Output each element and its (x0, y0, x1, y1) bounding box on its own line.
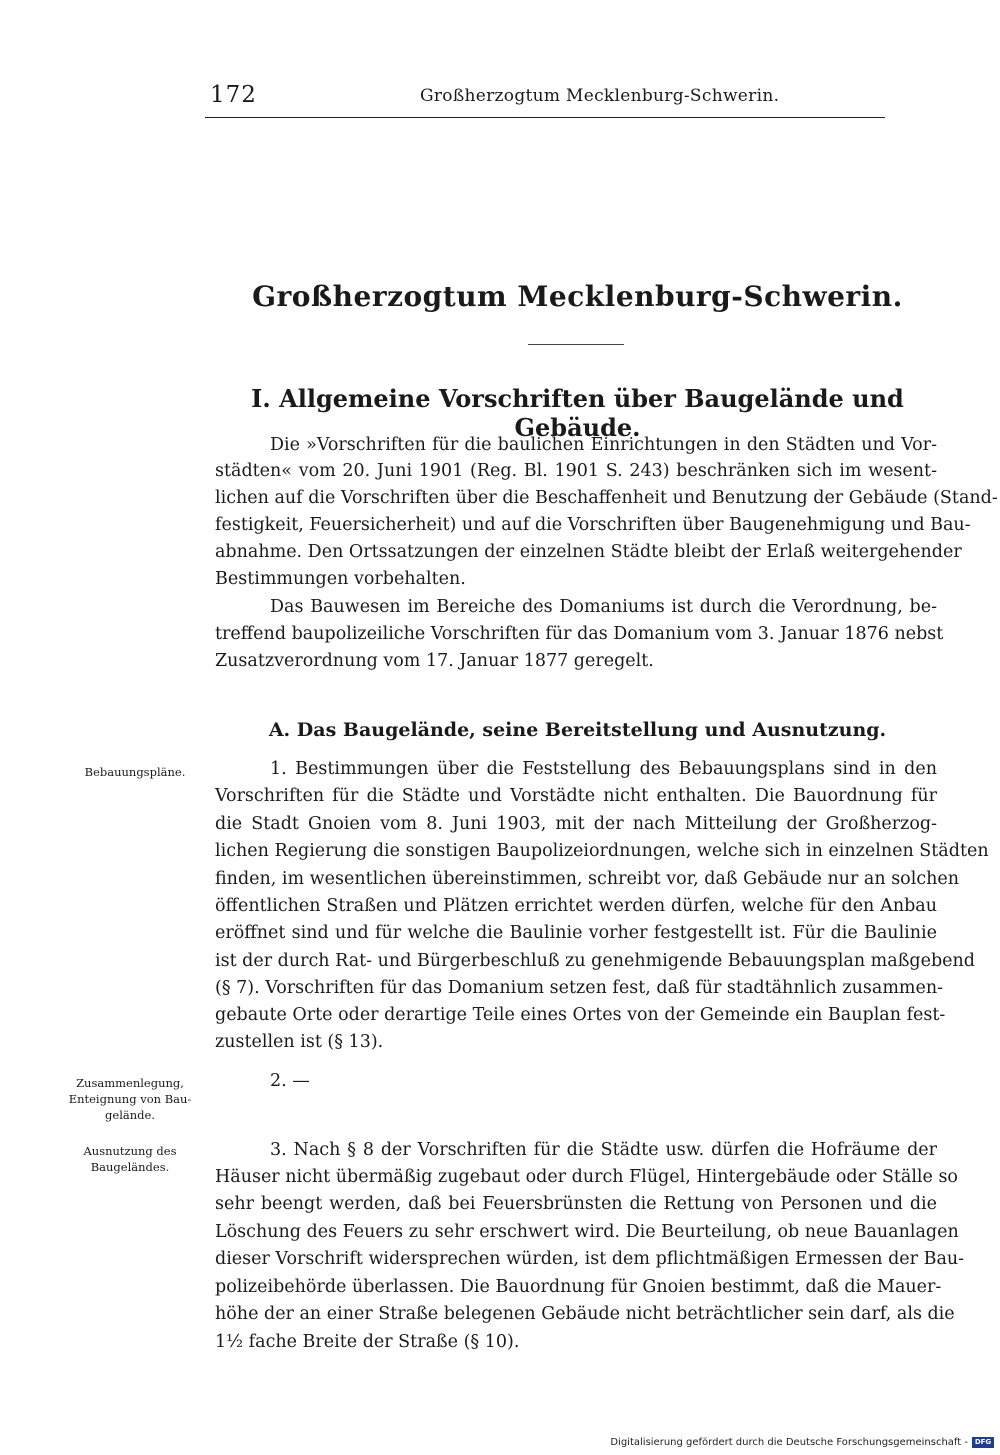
text-line: zustellen ist (§ 13). (215, 1032, 384, 1052)
text-line: ist der durch Rat- und Bürgerbeschluß zu genehmigende Bebauungsplan maßgebend (215, 951, 975, 971)
text-line: (§ 7). Vorschriften für das Domanium setzen fest, daß für stadtähnlich zusammen- (215, 978, 944, 998)
text-line: Häuser nicht übermäßig zugebaut oder durch Flügel, Hintergebäude oder Ställe so (215, 1167, 958, 1187)
text-line: die Stadt Gnoien vom 8. Juni 1903, mit der nach Mitteilung der Großherzog- (215, 814, 937, 834)
footer-text: Digitalisierung gefördert durch die Deutsche Forschungsgemeinschaft - (610, 1437, 968, 1448)
running-title: Großherzogtum Mecklenburg-Schwerin. (420, 86, 780, 106)
text-line: eröffnet sind und für welche die Baulinie vorher festgestellt ist. Für die Baulinie (215, 923, 937, 943)
margin-note-zusammenlegung: Zusammenlegung, Enteignung von Bau-gelände. (68, 1076, 192, 1122)
text-line: sehr beengt werden, daß bei Feuersbrünsten die Rettung von Personen und die (215, 1194, 937, 1214)
text-line: Das Bauwesen im Bereiche des Domaniums ist durch die Verordnung, be- (270, 597, 937, 617)
text-line: finden, im wesentlichen übereinstimmen, schreibt vor, daß Gebäude nur an solchen (215, 869, 960, 889)
text-line: höhe der an einer Straße belegenen Gebäude nicht beträchtlicher sein darf, als die (215, 1304, 955, 1324)
text-line: treffend baupolizeiliche Vorschriften für das Domanium vom 3. Januar 1876 nebst (215, 624, 944, 644)
text-line: festigkeit, Feuersicherheit) und auf die Vorschriften über Baugenehmigung und Bau- (215, 515, 971, 535)
paragraph-2: 2. — (270, 1071, 310, 1091)
text-line: Bestimmungen vorbehalten. (215, 569, 466, 589)
text-line: Vorschriften für die Städte und Vorstädte nicht enthalten. Die Bauordnung für (215, 786, 937, 806)
header-rule (205, 117, 885, 118)
dfg-logo: DFG (972, 1437, 994, 1448)
text-line: polizeibehörde überlassen. Die Bauordnung für Gnoien bestimmt, daß die Mauer- (215, 1277, 942, 1297)
text-line: lichen auf die Vorschriften über die Beschaffenheit und Benutzung der Gebäude (Stand- (215, 488, 998, 508)
main-title: Großherzogtum Mecklenburg-Schwerin. (252, 280, 903, 313)
text-line: abnahme. Den Ortssatzungen der einzelnen Städte bleibt der Erlaß weitergehender (215, 542, 962, 562)
text-line: Zusatzverordnung vom 17. Januar 1877 geregelt. (215, 651, 654, 671)
text-line: 3. Nach § 8 der Vorschriften für die Städte usw. dürfen die Hofräume der (270, 1140, 937, 1160)
margin-note-ausnutzung: Ausnutzung des Baugeländes. (83, 1144, 177, 1174)
text-line: öffentlichen Straßen und Plätzen errichtet werden dürfen, welche für den Anbau (215, 896, 937, 916)
text-line: lichen Regierung die sonstigen Baupolizeiordnungen, welche sich in einzelnen Städten (215, 841, 989, 861)
text-line: städten« vom 20. Juni 1901 (Reg. Bl. 1901 S. 243) beschränken sich im wesent- (215, 461, 937, 481)
text-line: gebaute Orte oder derartige Teile eines Ortes von der Gemeinde ein Bauplan fest- (215, 1005, 946, 1025)
section-title: I. Allgemeine Vorschriften über Baugelände und Gebäude. (251, 384, 904, 442)
text-line: 1. Bestimmungen über die Feststellung des Bebauungsplans sind in den (270, 759, 937, 779)
text-line: 1½ fache Breite der Straße (§ 10). (215, 1332, 520, 1352)
digitization-footer (610, 1437, 994, 1448)
margin-note-bebauungsplaene: Bebauungspläne. (84, 765, 186, 779)
text-line: Löschung des Feuers zu sehr erschwert wird. Die Beurteilung, ob neue Bauanlagen (215, 1222, 959, 1242)
text-line: dieser Vorschrift widersprechen würden, ist dem pflichtmäßigen Ermessen der Bau- (215, 1249, 965, 1269)
page-number: 172 (210, 82, 257, 108)
subsection-title: A. Das Baugelände, seine Bereitstellung und Ausnutzung. (268, 719, 887, 741)
text-line: Die »Vorschriften für die baulichen Einrichtungen in den Städten und Vor- (270, 435, 937, 455)
title-divider (528, 344, 624, 345)
